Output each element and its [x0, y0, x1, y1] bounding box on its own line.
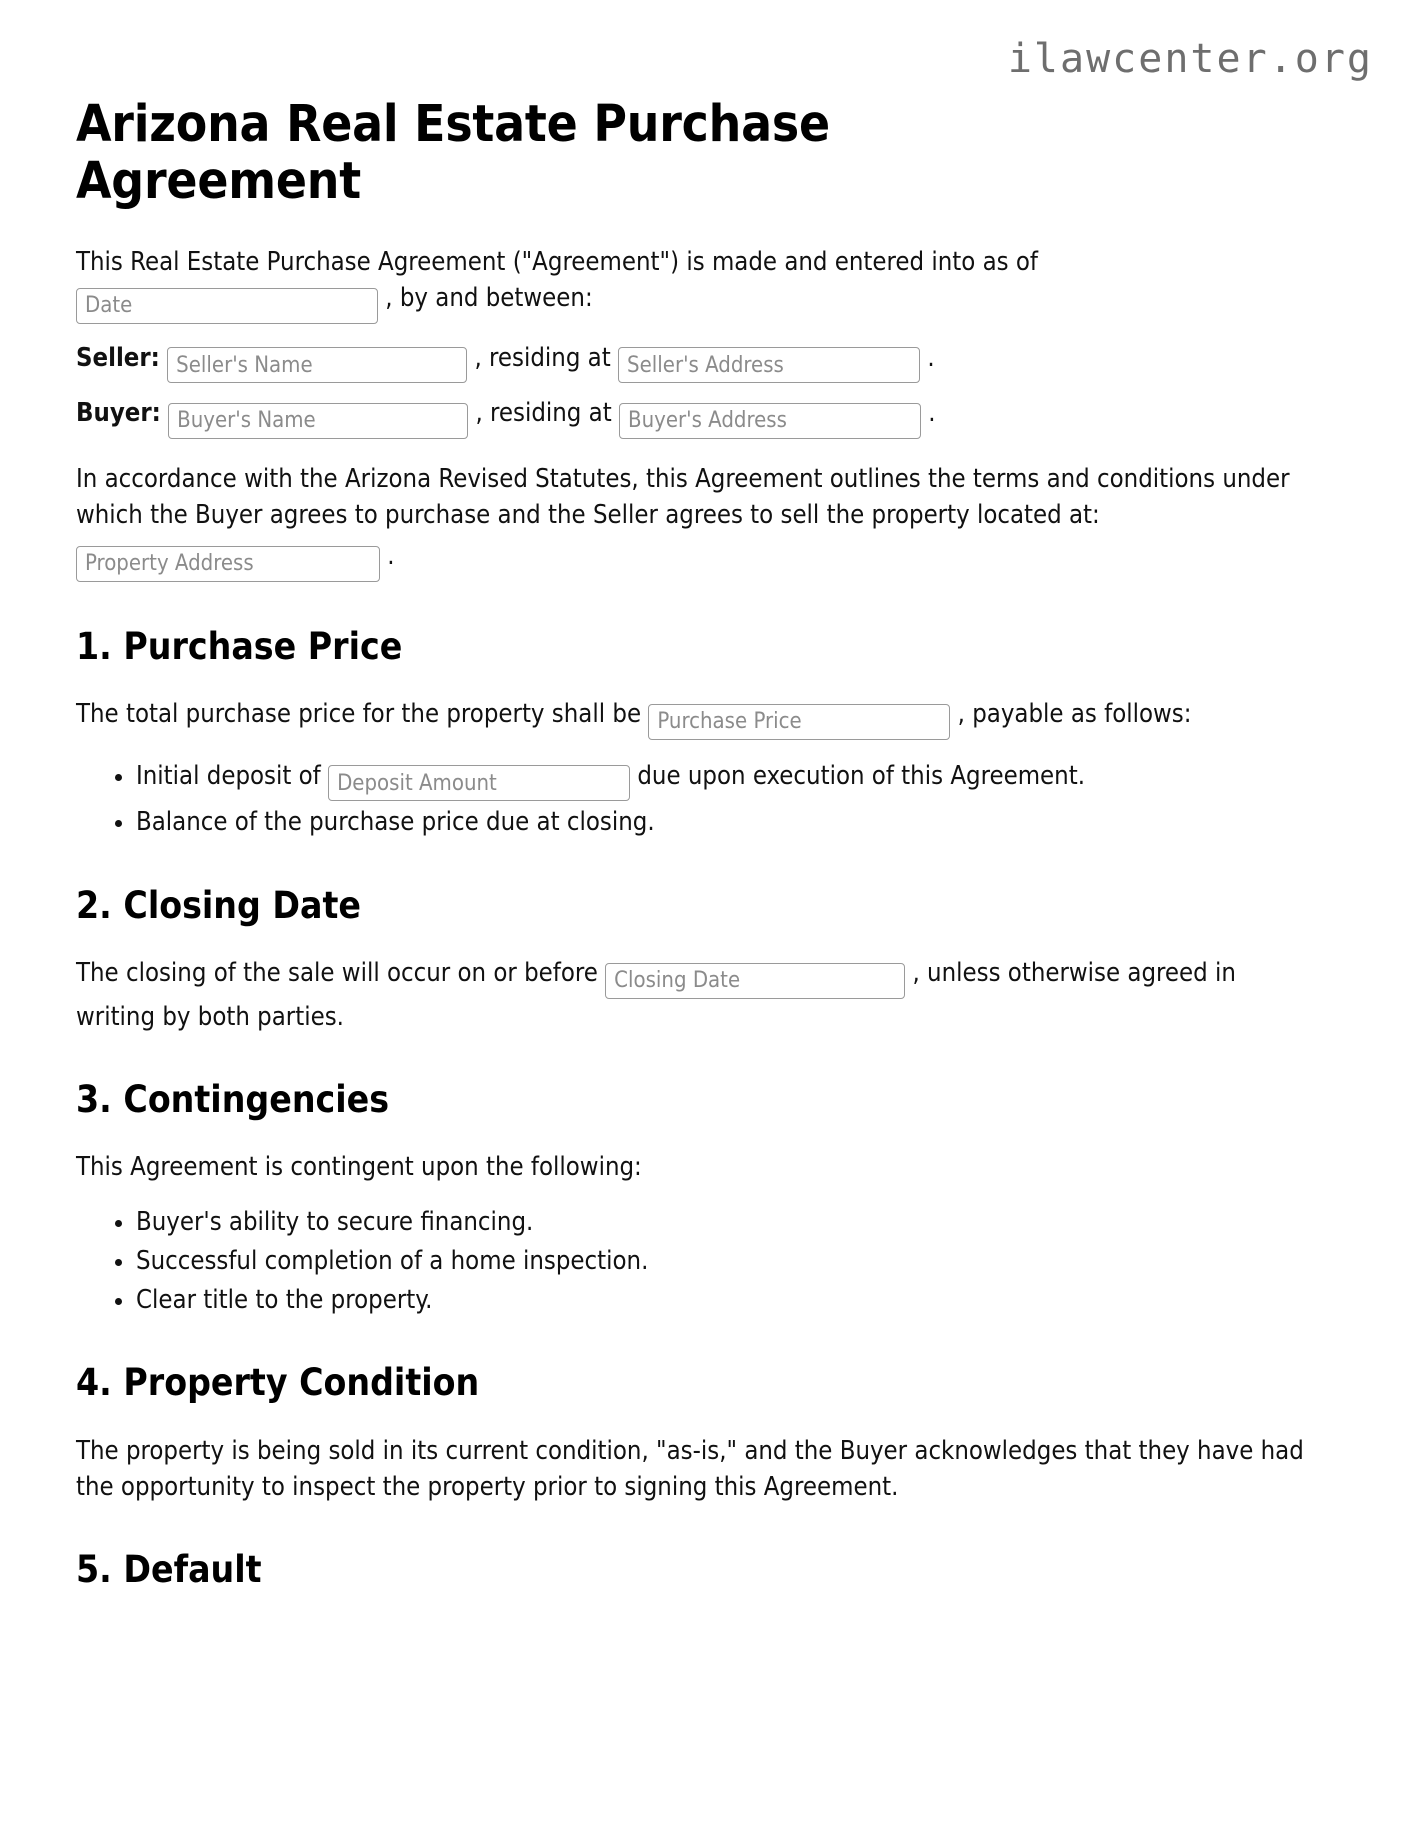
list-item: • Successful completion of a home inspection.: [136, 1243, 1338, 1279]
seller-address-input[interactable]: [618, 347, 920, 383]
seller-period: .: [927, 342, 935, 373]
list-item: • Buyer's ability to secure financing.: [136, 1204, 1338, 1240]
purchase-price-paragraph: [76, 696, 1321, 740]
contingencies-paragraph: This Agreement is contingent upon the following:: [76, 1152, 642, 1183]
page-title: Arizona Real Estate Purchase Agreement: [76, 95, 830, 212]
section-heading-purchase-price: 1. Purchase Price: [76, 624, 403, 668]
purchase-price-input[interactable]: [648, 704, 950, 740]
document-content: [76, 96, 1338, 1620]
buyer-period: .: [928, 398, 936, 429]
deposit-amount-input[interactable]: [328, 765, 630, 801]
purchase-price-bullets: [76, 758, 1338, 841]
contingencies-bullets: [76, 1204, 1338, 1319]
deposit-text-before: Initial deposit of: [136, 760, 321, 791]
buyer-name-input[interactable]: [168, 403, 468, 439]
buyer-label: Buyer:: [76, 398, 161, 429]
date-input[interactable]: [76, 288, 378, 324]
closing-date-paragraph: [76, 955, 1321, 1035]
site-watermark: ilawcenter.org: [1007, 36, 1373, 82]
property-condition-paragraph: The property is being sold in its current condition, "as-is," and the Buyer acknowledges that they have had the opportunity to inspect the property prior to signing this Agreement.: [76, 1435, 1304, 1502]
property-address-row: [76, 541, 1338, 582]
seller-row: [76, 338, 1338, 384]
section-heading-closing-date: 2. Closing Date: [76, 883, 362, 927]
statutes-paragraph: In accordance with the Arizona Revised Statutes, this Agreement outlines the terms and conditions under which the Buyer agrees to purchase and the Seller agrees to sell the property located at:: [76, 463, 1290, 531]
property-period: .: [387, 541, 395, 572]
closing-date-text-after: , unless otherwise agreed in writing by both parties.: [76, 958, 1236, 1032]
closing-date-input[interactable]: [605, 963, 905, 999]
closing-date-text-before: The closing of the sale will occur on or before: [76, 958, 598, 989]
purchase-price-text-before: The total purchase price for the property shall be: [76, 699, 642, 730]
deposit-text-after: due upon execution of this Agreement.: [637, 760, 1085, 791]
seller-label: Seller:: [76, 342, 160, 373]
section-heading-contingencies: 3. Contingencies: [76, 1077, 390, 1121]
list-item: [136, 758, 1338, 802]
purchase-price-text-after: , payable as follows:: [957, 699, 1192, 730]
intro-text-after-date: , by and between:: [385, 283, 593, 314]
list-item: • Clear title to the property.: [136, 1282, 1338, 1318]
intro-text-before-date: This Real Estate Purchase Agreement ("Agreement") is made and entered into as of: [76, 247, 1039, 278]
buyer-address-input[interactable]: [619, 403, 921, 439]
buyer-residing-text: , residing at: [475, 398, 612, 429]
seller-name-input[interactable]: [167, 347, 467, 383]
section-heading-default: 5. Default: [76, 1548, 262, 1592]
property-address-input[interactable]: [76, 546, 380, 582]
buyer-row: [76, 393, 1338, 439]
seller-residing-text: , residing at: [474, 342, 611, 373]
list-item: • Balance of the purchase price due at closing.: [136, 804, 1338, 840]
section-heading-property-condition: 4. Property Condition: [76, 1361, 480, 1405]
intro-paragraph: [76, 244, 1266, 324]
